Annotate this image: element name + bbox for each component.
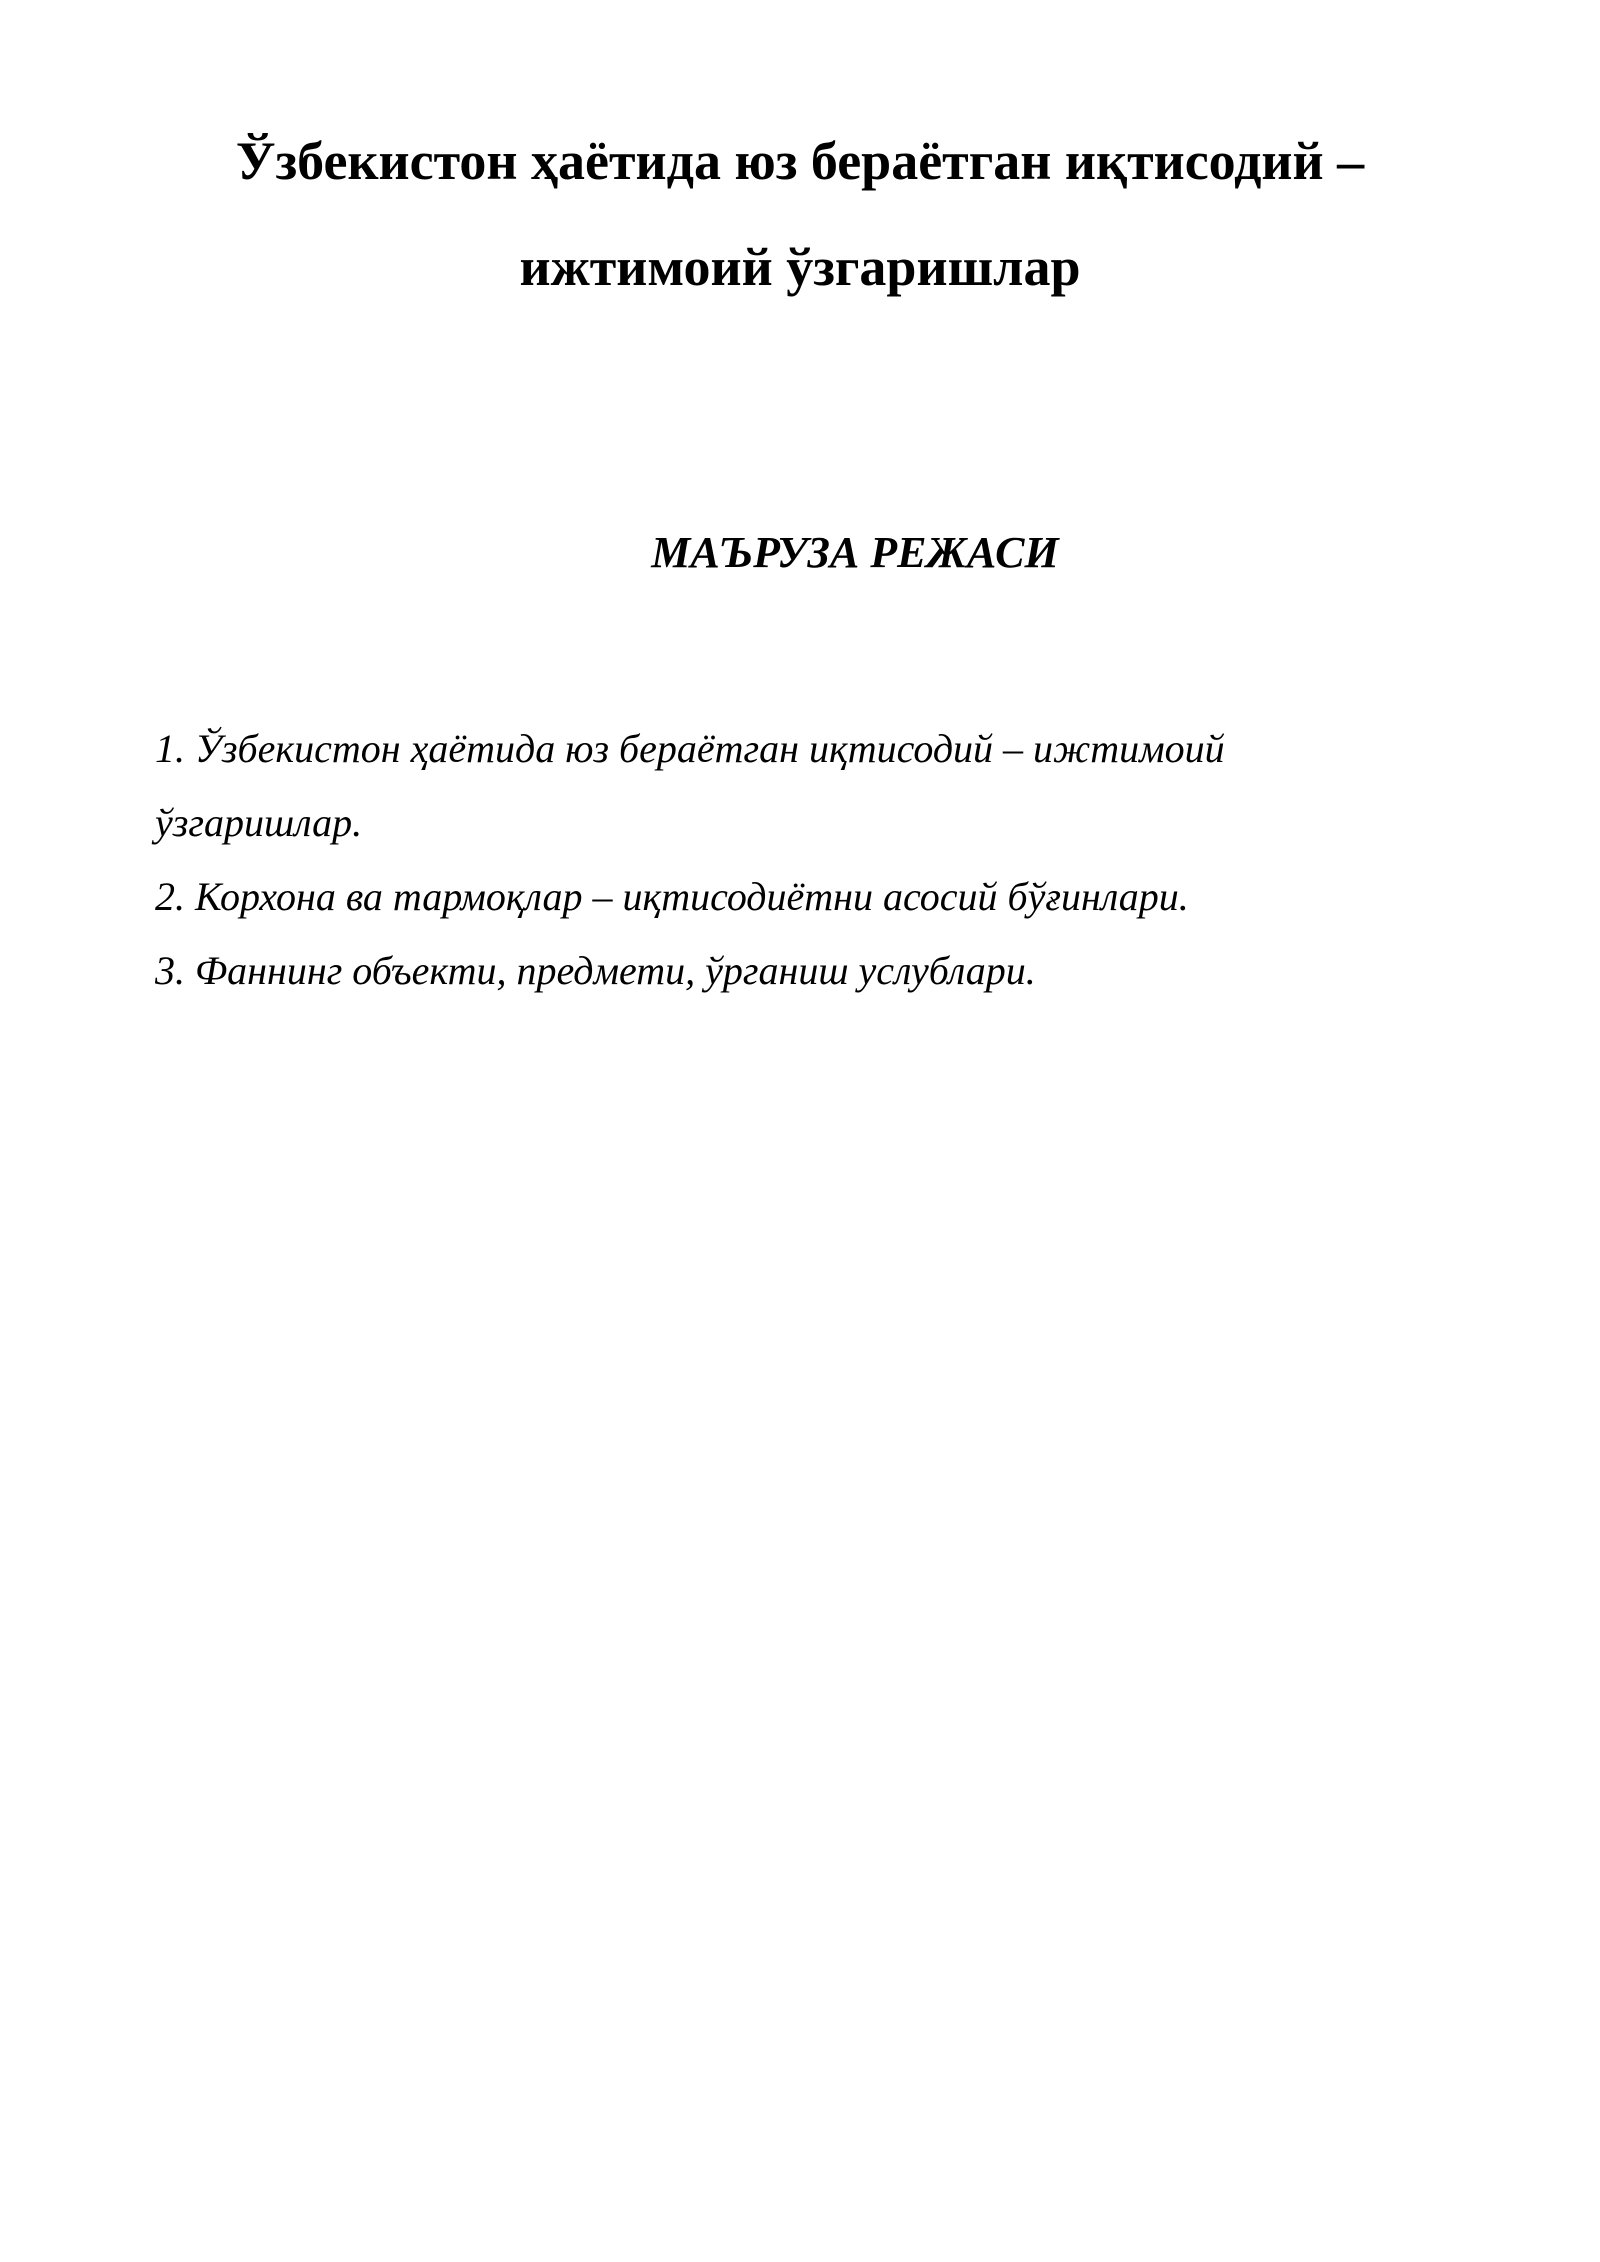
lecture-plan-list <box>155 712 1455 1008</box>
document-title-line: ижтимоий ўзгаришлар <box>519 237 1081 297</box>
lecture-plan-heading: МАЪРУЗА РЕЖАСИ <box>651 528 1059 577</box>
document-title-line: Ўзбекистон ҳаётида юз бераётган иқтисодий – <box>235 131 1365 191</box>
plan-item-line: ўзгаришлар. <box>155 800 363 845</box>
plan-item-line: 3. Фаннинг объекти, предмети, ўрганиш услублари. <box>155 948 1036 993</box>
plan-item-3 <box>155 934 1455 1008</box>
plan-item-1 <box>155 712 1455 860</box>
plan-item-2 <box>155 860 1455 934</box>
document-title <box>0 108 1600 320</box>
plan-item-line: 1. Ўзбекистон ҳаётида юз бераётган иқтисодий – ижтимоий <box>155 726 1225 771</box>
plan-item-line: 2. Корхона ва тармоқлар – иқтисодиётни асосий бўғинлари. <box>155 874 1189 919</box>
